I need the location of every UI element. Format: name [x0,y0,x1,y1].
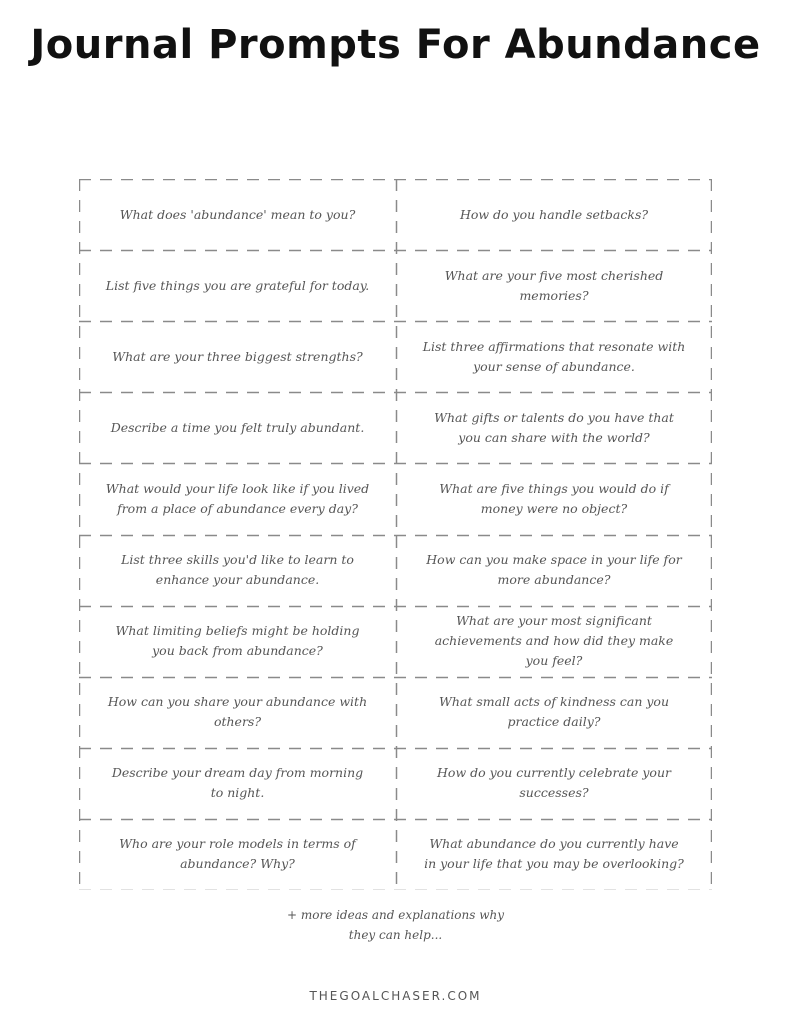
prompt-card: What abundance do you currently have in your life that you may be overlooking? [424,836,684,872]
prompt-card: List three affirmations that resonate with your sense of abundance. [422,338,686,374]
prompt-card: What are your most significant achievements and how did they make you feel? [434,613,674,669]
prompt-card: What gifts or talents do you have that you can share with the world? [434,409,674,445]
prompt-card: Who are your role models in terms of abundance? Why? [119,836,356,872]
more-ideas-line-2: they can help... [348,928,443,942]
prompt-card: How can you share your abundance with others? [107,694,368,730]
prompt-card: How can you make space in your life for more abundance? [426,552,682,588]
prompt-card: What are your five most cherished memories? [444,267,664,303]
page-title: Journal Prompts For Abundance [30,22,761,68]
prompt-card: What are your three biggest strengths? [112,348,363,364]
prompt-card: List three skills you'd like to learn to enhance your abundance. [121,552,354,588]
site-url: THEGOALCHASER.COM [309,989,482,1003]
prompt-card: Describe your dream day from morning to night. [111,765,364,801]
more-ideas-line-1: + more ideas and explanations why [286,908,505,922]
prompt-card: What are five things you would do if money were no object? [439,480,669,516]
prompt-card: How do you handle setbacks? [459,206,649,222]
prompt-card: Describe a time you felt truly abundant. [110,419,365,435]
prompt-card: What does 'abundance' mean to you? [119,206,356,222]
more-ideas-note [0,905,791,945]
prompt-card: What small acts of kindness can you practice daily? [438,694,670,730]
prompt-cells [79,179,712,890]
prompt-card: How do you currently celebrate your successes? [437,765,671,801]
prompt-card-grid [79,179,712,890]
prompt-card: What would your life look like if you lived from a place of abundance every day? [105,480,370,516]
prompt-card: What limiting beliefs might be holding you back from abundance? [115,623,360,659]
prompt-card: List five things you are grateful for today. [105,277,370,293]
